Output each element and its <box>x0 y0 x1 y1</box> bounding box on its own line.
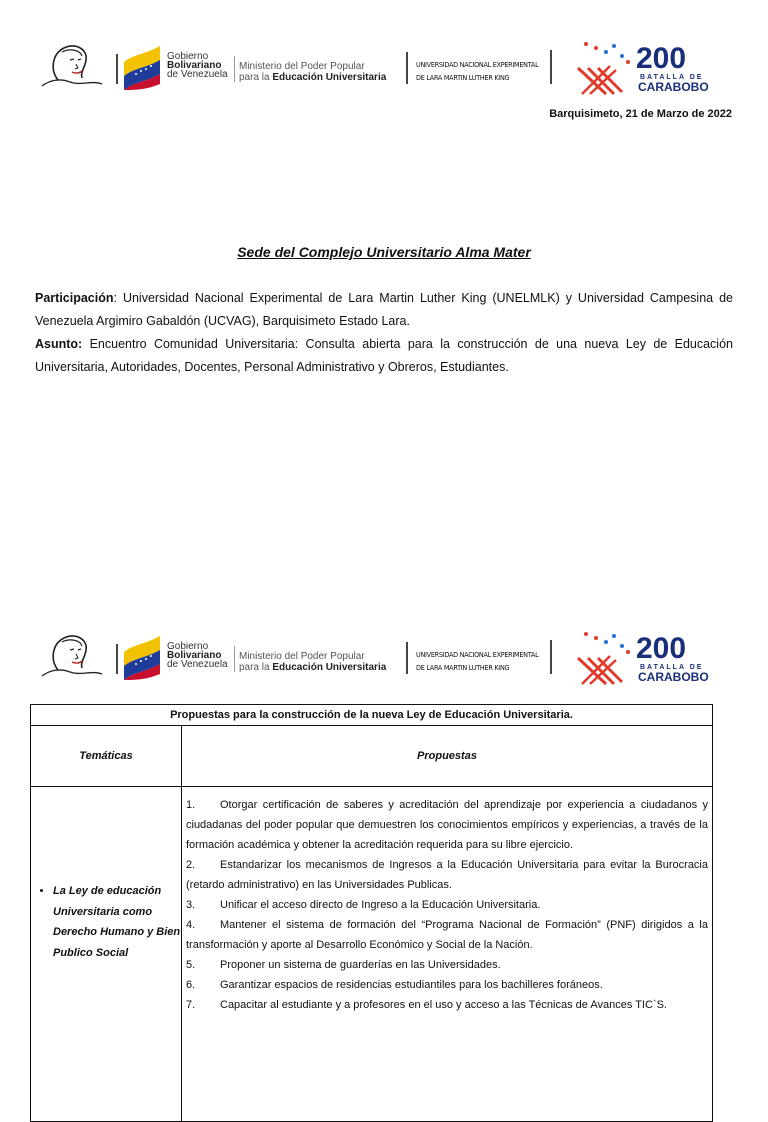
proposal-item: 7. Capacitar al estudiante y a profesores en el uso y acceso a las Técnicas de Avances TIC`S. <box>186 999 667 1011</box>
badge-line1: BATALLA DE <box>640 664 704 671</box>
subject-label: Asunto: <box>35 337 83 351</box>
document-date: Barquisimeto, 21 de Marzo de 2022 <box>549 108 732 120</box>
proposal-item: 3. Unificar el acceso directo de Ingreso a la Educación Universitaria. <box>186 899 541 911</box>
badge-line2: CARABOBO <box>638 80 709 94</box>
proposal-item: 6. Garantizar espacios de residencias estudiantiles para los bachilleres foráneos. <box>186 979 603 991</box>
topic-cell <box>31 787 182 1122</box>
proposal-item: 5. Proponer un sistema de guarderías en las Universidades. <box>186 959 501 971</box>
column-header-proposals: Propuestas <box>182 726 713 787</box>
topic-item: • La Ley de educación Universitaria como Derecho Humano y Bien Publico Social <box>53 881 181 963</box>
badge-line1: BATALLA DE <box>640 74 704 81</box>
venezuela-flag-icon <box>122 634 162 680</box>
carabobo-200-logo-icon <box>576 38 716 96</box>
university-name-text: UNIVERSIDAD NACIONAL EXPERIMENTAL DE LARA MARTIN LUTHER KING <box>416 60 539 82</box>
column-header-topics: Temáticas <box>31 726 182 787</box>
ministry-logo-text: Ministerio del Poder Popular para la Educación Universitaria <box>239 61 387 83</box>
subject-text: Encuentro Comunidad Universitaria: Consulta abierta para la construcción de una nueva Ley de Educación Universitaria, Autoridades, Docentes, Personal Administrativo y Obreros, Estudiantes. <box>35 337 733 374</box>
carabobo-200-logo-icon <box>576 628 716 686</box>
letterhead-top <box>34 36 734 100</box>
portrait-logo-icon <box>36 630 106 678</box>
subject-paragraph <box>35 333 733 379</box>
document-title: Sede del Complejo Universitario Alma Mater <box>237 244 531 260</box>
proposals-cell <box>182 787 713 1122</box>
proposal-item: 1. Otorgar certificación de saberes y acreditación del aprendizaje por experiencia a ciudadanos y ciudadanas del poder popular que demuestren los conocimientos empíricos y experiencias, a través de la formación académica y obtener la acreditación requerida para su libre ejercicio. <box>186 799 708 851</box>
proposal-item: 2. Estandarizar los mecanismos de Ingresos a la Educación Universitaria para evitar la Burocracia (retardo administrativo) en las Universidades Publicas. <box>186 859 708 891</box>
proposals-table <box>30 704 713 1122</box>
participation-paragraph <box>35 287 733 333</box>
government-logo-text: Gobierno Bolivariano de Venezuela <box>167 641 228 670</box>
portrait-logo-icon <box>36 40 106 88</box>
table-caption: Propuestas para la construcción de la nueva Ley de Educación Universitaria. <box>31 705 713 726</box>
government-logo-text: Gobierno Bolivariano de Venezuela <box>167 51 228 80</box>
proposal-item: 4. Mantener el sistema de formación del “Programa Nacional de Formación” (PNF) dirigidos a la transformación y aporte al Desarrollo Económico y Social de la Nación. <box>186 919 708 951</box>
badge-number: 200 <box>636 632 687 665</box>
participation-text: : Universidad Nacional Experimental de Lara Martin Luther King (UNELMLK) y Universidad Campesina de Venezuela Argimiro Gabaldón (UCVAG), Barquisimeto Estado Lara. <box>35 291 733 328</box>
university-name-text: UNIVERSIDAD NACIONAL EXPERIMENTAL DE LARA MARTIN LUTHER KING <box>416 650 539 672</box>
badge-line2: CARABOBO <box>638 670 709 684</box>
ministry-logo-text: Ministerio del Poder Popular para la Educación Universitaria <box>239 651 387 673</box>
badge-number: 200 <box>636 42 687 75</box>
venezuela-flag-icon <box>122 44 162 90</box>
participation-label: Participación <box>35 291 114 305</box>
letterhead-second <box>34 626 734 690</box>
